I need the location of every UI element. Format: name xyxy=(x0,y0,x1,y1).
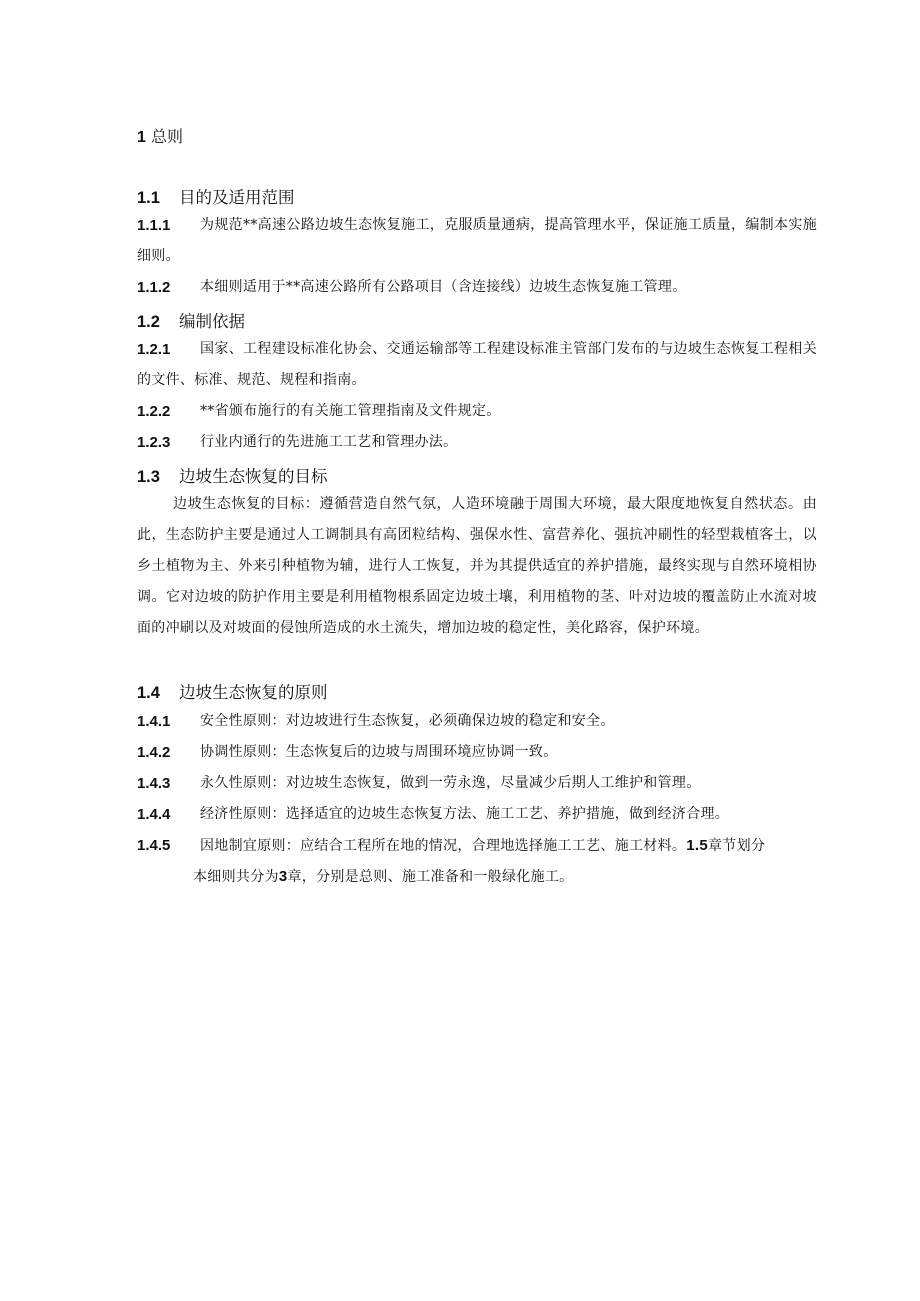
clause-text: 本细则适用于**高速公路所有公路项目（含连接线）边坡生态恢复施工管理。 xyxy=(200,279,687,295)
clause-number: 1.4.2 xyxy=(137,744,171,761)
inline-section-number: 1.5 xyxy=(686,837,708,854)
chapter-count: 3 xyxy=(278,868,288,885)
chapter-heading xyxy=(137,124,183,147)
section-title: 边坡生态恢复的原则 xyxy=(179,683,328,702)
paragraph-text-b: 章，分别是总则、施工准备和一般绿化施工。 xyxy=(287,869,574,885)
clause-1-4-2 xyxy=(137,737,817,768)
section-heading-1-1 xyxy=(137,184,295,208)
section-title: 边坡生态恢复的目标 xyxy=(179,467,328,486)
section-number: 1.4 xyxy=(137,684,160,702)
clause-text: 为规范**高速公路边坡生态恢复施工，克服质量通病，提高管理水平，保证施工质量，编制本实施细则。 xyxy=(137,217,817,264)
clause-number: 1.4.3 xyxy=(137,775,171,792)
clause-number: 1.4.4 xyxy=(137,806,171,823)
clause-number: 1.2.3 xyxy=(137,434,171,451)
clause-number: 1.2.2 xyxy=(137,403,171,420)
section-title: 目的及适用范围 xyxy=(179,188,295,207)
clause-text: 协调性原则：生态恢复后的边坡与周围环境应协调一致。 xyxy=(200,744,558,760)
clause-1-4-3 xyxy=(137,768,817,799)
inline-section-title: 章节划分 xyxy=(707,838,766,854)
clause-1-2-2 xyxy=(137,396,817,427)
section-heading-1-3 xyxy=(137,463,328,487)
clause-1-4-5 xyxy=(137,830,817,862)
section-heading-1-4 xyxy=(137,679,328,703)
clause-number: 1.2.1 xyxy=(137,341,171,358)
clause-text: 因地制宜原则：应结合工程所在地的情况，合理地选择施工工艺、施工材料。 xyxy=(200,838,687,854)
clause-number: 1.1.2 xyxy=(137,279,171,296)
clause-1-4-1 xyxy=(137,706,817,737)
clause-text: **省颁布施行的有关施工管理指南及文件规定。 xyxy=(200,403,501,419)
paragraph-1-3: 边坡生态恢复的目标：遵循营造自然气氛，人造环境融于周围大环境，最大限度地恢复自然状态。由此，生态防护主要是通过人工调制具有高团粒结构、强保水性、富营养化、强抗冲刷性的轻型栽植客土，以乡土植物为主、外来引种植物为辅，进行人工恢复，并为其提供适宜的养护措施，最终实现与自然环境相协调。它对边坡的防护作用主要是利用植物根系固定边坡土壤，利用植物的茎、叶对边坡的覆盖防止水流对坡面的冲刷以及对坡面的侵蚀所造成的水土流失，增加边坡的稳定性，美化路容，保护环境。 xyxy=(137,496,817,636)
clause-text: 经济性原则：选择适宜的边坡生态恢复方法、施工工艺、养护措施，做到经济合理。 xyxy=(200,806,730,822)
clause-number: 1.4.5 xyxy=(137,837,171,854)
section-number: 1.2 xyxy=(137,313,160,331)
clause-text: 行业内通行的先进施工工艺和管理办法。 xyxy=(200,434,458,450)
clause-1-1-1 xyxy=(137,210,817,272)
section-heading-1-2 xyxy=(137,308,245,332)
clause-text: 国家、工程建设标准化协会、交通运输部等工程建设标准主管部门发布的与边坡生态恢复工程相关的文件、标准、规范、规程和指南。 xyxy=(137,341,817,388)
clause-text: 安全性原则：对边坡进行生态恢复，必须确保边坡的稳定和安全。 xyxy=(200,713,615,729)
section-number: 1.1 xyxy=(137,189,160,207)
paragraph-1-5 xyxy=(193,861,573,893)
clause-text: 永久性原则：对边坡生态恢复，做到一劳永逸，尽量减少后期人工维护和管理。 xyxy=(200,775,701,791)
clause-text-with-inline-heading xyxy=(137,830,817,862)
paragraph-text-a: 本细则共分为 xyxy=(193,869,279,885)
clause-number: 1.1.1 xyxy=(137,217,171,234)
clause-1-2-1 xyxy=(137,334,817,396)
clause-number: 1.4.1 xyxy=(137,713,171,730)
chapter-number: 1 xyxy=(137,129,146,146)
clause-1-1-2 xyxy=(137,272,817,303)
clause-1-2-3 xyxy=(137,427,817,458)
section-number: 1.3 xyxy=(137,468,160,486)
chapter-title: 总则 xyxy=(151,127,184,146)
clause-1-4-4 xyxy=(137,799,817,830)
section-title: 编制依据 xyxy=(179,312,245,331)
